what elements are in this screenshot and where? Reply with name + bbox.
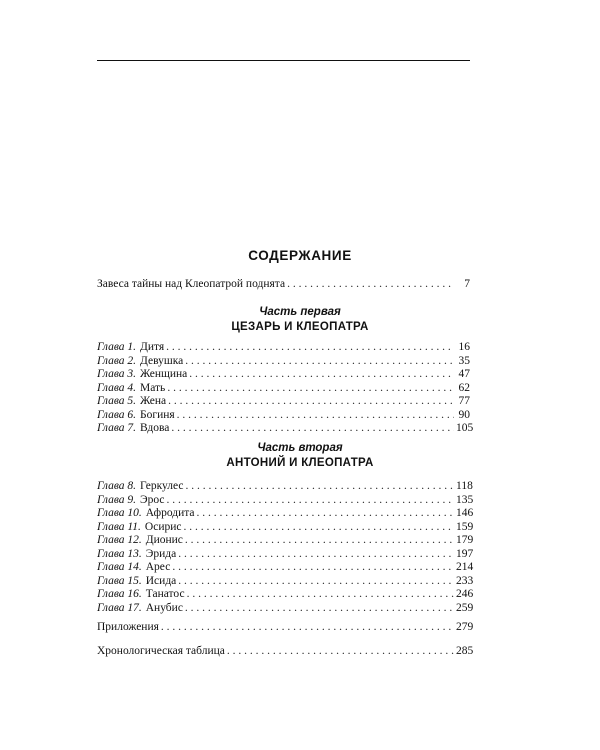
toc-entry-intro[interactable] bbox=[97, 278, 470, 292]
chapter-entry[interactable] bbox=[97, 588, 474, 602]
leader-dots bbox=[227, 645, 454, 659]
chapter-number: Глава 5. bbox=[97, 395, 136, 407]
chapter-title: Богиня bbox=[140, 408, 175, 421]
chapter-title: Дитя bbox=[140, 341, 165, 353]
chapter-entry[interactable] bbox=[97, 480, 473, 494]
leader-dots bbox=[287, 278, 454, 292]
leader-dots bbox=[185, 534, 454, 548]
chapter-number: Глава 10. bbox=[97, 507, 142, 519]
chapter-number: Глава 13. bbox=[97, 547, 142, 560]
toc-entry-label: Приложения bbox=[97, 621, 159, 633]
chapter-number: Глава 16. bbox=[97, 588, 142, 600]
chapter-page: 35 bbox=[458, 354, 470, 367]
chapter-entry[interactable] bbox=[97, 574, 474, 589]
part1-title: ЦЕЗАРЬ И КЛЕОПАТРА bbox=[231, 321, 369, 333]
chapter-page: 16 bbox=[458, 341, 470, 353]
chapter-entry[interactable] bbox=[97, 341, 470, 355]
chapter-page: 259 bbox=[456, 601, 474, 614]
chapter-title: Афродита bbox=[145, 507, 195, 519]
chapter-number: Глава 2. bbox=[97, 354, 136, 367]
chapter-title: Геркулес bbox=[140, 480, 184, 492]
chapter-title: Вдова bbox=[140, 422, 170, 434]
chapter-page: 146 bbox=[456, 507, 474, 519]
part2-label: Часть вторая bbox=[257, 442, 343, 454]
chapter-number: Глава 9. bbox=[97, 493, 136, 506]
leader-dots bbox=[183, 521, 454, 535]
chapter-number: Глава 12. bbox=[97, 534, 142, 546]
chapter-entry[interactable] bbox=[97, 409, 470, 423]
leader-dots bbox=[166, 494, 454, 508]
chapter-entry[interactable] bbox=[97, 422, 474, 436]
chapter-page: 197 bbox=[456, 547, 474, 560]
toc-entry-page: 279 bbox=[456, 621, 474, 633]
top-rule bbox=[97, 60, 470, 61]
leader-dots bbox=[172, 561, 454, 575]
chapter-number: Глава 8. bbox=[97, 480, 136, 492]
leader-dots bbox=[185, 355, 454, 369]
chapter-number: Глава 7. bbox=[97, 422, 136, 434]
toc-entry-page: 285 bbox=[456, 645, 474, 657]
chapter-title: Женщина bbox=[140, 368, 188, 380]
chapter-title: Мать bbox=[140, 381, 166, 394]
chapter-title: Танатос bbox=[145, 588, 185, 600]
toc-entry-appendix[interactable] bbox=[97, 621, 474, 635]
chapter-page: 233 bbox=[456, 574, 474, 587]
chapter-page: 159 bbox=[456, 520, 474, 533]
part2-title: АНТОНИЙ И КЛЕОПАТРА bbox=[226, 457, 374, 469]
chapter-entry[interactable] bbox=[97, 601, 474, 616]
leader-dots bbox=[166, 341, 454, 355]
page-title: СОДЕРЖАНИЕ bbox=[248, 248, 352, 263]
chapter-title: Эрида bbox=[145, 547, 177, 560]
chapter-page: 47 bbox=[458, 368, 470, 380]
chapter-entry[interactable] bbox=[97, 547, 474, 562]
chapter-entry[interactable] bbox=[97, 534, 474, 548]
chapter-entry[interactable] bbox=[97, 507, 474, 521]
chapter-title: Анубис bbox=[145, 601, 183, 614]
chapter-title: Дионис bbox=[145, 534, 183, 546]
part1-label: Часть первая bbox=[259, 306, 341, 318]
chapter-entry[interactable] bbox=[97, 395, 470, 409]
chapter-title: Исида bbox=[145, 574, 177, 587]
toc-chronology bbox=[97, 645, 474, 659]
chapter-number: Глава 11. bbox=[97, 520, 141, 533]
chapter-page: 90 bbox=[458, 408, 470, 421]
chapter-title: Осирис bbox=[144, 520, 182, 533]
chapter-title: Арес bbox=[145, 561, 171, 573]
chapter-page: 135 bbox=[456, 493, 474, 506]
toc-intro bbox=[97, 278, 470, 292]
leader-dots bbox=[177, 409, 454, 423]
leader-dots bbox=[161, 621, 454, 635]
leader-dots bbox=[187, 588, 454, 602]
part1-chapter-list bbox=[97, 341, 474, 436]
chapter-number: Глава 17. bbox=[97, 601, 142, 614]
chapter-page: 77 bbox=[458, 395, 470, 407]
toc-appendix bbox=[97, 621, 474, 635]
chapter-page: 118 bbox=[456, 480, 473, 492]
chapter-entry[interactable] bbox=[97, 355, 470, 369]
leader-dots bbox=[178, 575, 454, 589]
chapter-number: Глава 14. bbox=[97, 561, 142, 573]
chapter-title: Эрос bbox=[140, 493, 165, 506]
leader-dots bbox=[185, 602, 454, 616]
part2-chapter-list bbox=[97, 480, 474, 615]
chapter-entry[interactable] bbox=[97, 368, 470, 382]
chapter-number: Глава 1. bbox=[97, 341, 136, 353]
toc-entry-chronology[interactable] bbox=[97, 645, 474, 659]
leader-dots bbox=[167, 382, 454, 396]
chapter-number: Глава 6. bbox=[97, 408, 136, 421]
chapter-number: Глава 4. bbox=[97, 381, 136, 394]
chapter-page: 246 bbox=[456, 588, 474, 600]
chapter-entry[interactable] bbox=[97, 561, 474, 575]
toc-entry-page: 7 bbox=[464, 278, 470, 290]
leader-dots bbox=[168, 395, 454, 409]
chapter-page: 62 bbox=[458, 381, 470, 394]
chapter-page: 214 bbox=[456, 561, 474, 573]
toc-entry-label: Завеса тайны над Клеопатрой поднята bbox=[97, 278, 286, 290]
leader-dots bbox=[178, 548, 454, 562]
chapter-number: Глава 3. bbox=[97, 368, 136, 380]
leader-dots bbox=[197, 507, 454, 521]
toc-entry-label: Хронологическая таблица bbox=[97, 645, 225, 657]
leader-dots bbox=[171, 422, 454, 436]
chapter-title: Девушка bbox=[140, 354, 184, 367]
chapter-number: Глава 15. bbox=[97, 574, 142, 587]
leader-dots bbox=[189, 368, 454, 382]
leader-dots bbox=[186, 480, 454, 494]
chapter-title: Жена bbox=[140, 395, 167, 407]
chapter-entry[interactable] bbox=[97, 382, 470, 396]
part1-heading bbox=[0, 305, 600, 335]
chapter-entry[interactable] bbox=[97, 520, 474, 535]
chapter-page: 105 bbox=[456, 422, 474, 434]
part2-heading bbox=[0, 441, 600, 471]
chapter-entry[interactable] bbox=[97, 493, 474, 508]
chapter-page: 179 bbox=[456, 534, 474, 546]
